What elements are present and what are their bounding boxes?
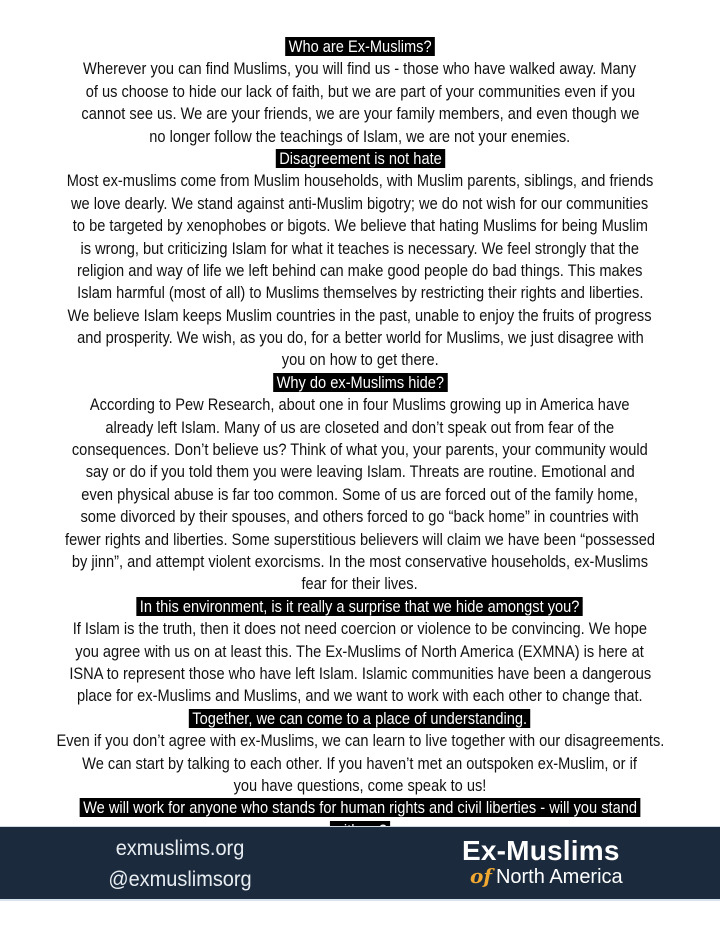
paragraph-line: we love dearly. We stand against anti-Muslim bigotry; we do not wish for our communities xyxy=(71,193,649,213)
section-heading: Why do ex-Muslims hide? xyxy=(0,372,720,394)
paragraph-line: some divorced by their spouses, and others forced to go “back home” in countries with xyxy=(80,507,640,527)
paragraph-line: you on how to get there. xyxy=(281,350,439,370)
section-heading: Together, we can come to a place of understanding. xyxy=(0,708,720,730)
paragraph-line: If Islam is the truth, then it does not need coercion or violence to be convincing. We hope xyxy=(72,619,648,639)
paragraph-line: We can start by talking to each other. If you haven’t met an outspoken ex-Muslim, or if xyxy=(82,753,638,773)
paragraph-line: Most ex-muslims come from Muslim households, with Muslim parents, siblings, and friends xyxy=(66,171,654,191)
closing-heading: We will work for anyone who stands for human rights and civil liberties - will you stand xyxy=(0,797,720,819)
paragraph-line: cannot see us. We are your friends, we are your family members, and even though we xyxy=(80,104,640,124)
paragraph-line: by jinn”, and attempt violent exorcisms. In the most conservative households, ex-Muslims xyxy=(71,551,649,571)
paragraph-line: of us choose to hide our lack of faith, but we are part of your communities even if you xyxy=(85,81,635,101)
section-heading: Disagreement is not hate xyxy=(0,148,720,170)
paragraph-line: you have questions, come speak to us! xyxy=(233,775,487,795)
logo-subtitle: of North America xyxy=(470,864,623,888)
paragraph-line: ISNA to represent those who have left Islam. Islamic communities have been a dangerous xyxy=(69,663,651,683)
paragraph-line: According to Pew Research, about one in four Muslims growing up in America have xyxy=(90,395,630,415)
paragraph-line: fear for their lives. xyxy=(301,574,419,594)
paragraph-line: you agree with us on at least this. The Ex-Muslims of North America (EXMNA) is here at xyxy=(75,641,645,661)
paragraph-line: and prosperity. We wish, as you do, for a better world for Muslims, we just disagree with xyxy=(76,328,644,348)
paragraph-line: We believe Islam keeps Muslim countries in the past, unable to enjoy the fruits of progress xyxy=(67,305,653,325)
website-link[interactable]: exmuslims.org xyxy=(115,837,245,860)
paragraph-line: religion and way of life we left behind can make good people do bad things. This makes xyxy=(77,260,643,280)
flyer-body xyxy=(0,36,720,842)
paragraph-line: fewer rights and liberties. Some superstitious believers will claim we have been “possessed xyxy=(65,529,655,549)
social-handle[interactable]: @exmuslimsorg xyxy=(108,868,252,891)
paragraph-line: to be targeted by xenophobes or bigots. We believe that hating Muslims for being Muslim xyxy=(72,216,648,236)
paragraph-line: is wrong, but criticizing Islam for what it teaches is necessary. We feel strongly that the xyxy=(80,238,640,258)
paragraph-line: already left Islam. Many of us are closeted and don’t speak out from fear of the xyxy=(105,417,615,437)
paragraph-line: Islam harmful (most of all) to Muslims themselves by restricting their rights and liberties. xyxy=(76,283,644,303)
paragraph-line: Wherever you can find Muslims, you will find us - those who have walked away. Many xyxy=(83,59,637,79)
paragraph-line: say or do if you told them you were leaving Islam. Threats are routine. Emotional and xyxy=(85,462,635,482)
footer-banner xyxy=(0,826,720,901)
paragraph-line: even physical abuse is far too common. Some of us are forced out of the family home, xyxy=(81,484,639,504)
paragraph-line: Even if you don’t agree with ex-Muslims, we can learn to live together with our disagreements. xyxy=(56,731,664,751)
exmna-logo xyxy=(462,837,623,888)
paragraph-line: consequences. Don’t believe us? Think of what you, your parents, your community would xyxy=(72,440,648,460)
paragraph-line: no longer follow the teachings of Islam, we are not your enemies. xyxy=(149,126,571,146)
paragraph-line: place for ex-Muslims and Muslims, and we want to work with each other to change that. xyxy=(77,686,643,706)
section-heading: Who are Ex-Muslims? xyxy=(0,36,720,58)
section-heading: In this environment, is it really a surprise that we hide amongst you? xyxy=(0,596,720,618)
contact-info xyxy=(60,833,300,895)
logo-title: Ex-Muslims xyxy=(462,835,620,866)
logo-of: of xyxy=(470,864,492,888)
